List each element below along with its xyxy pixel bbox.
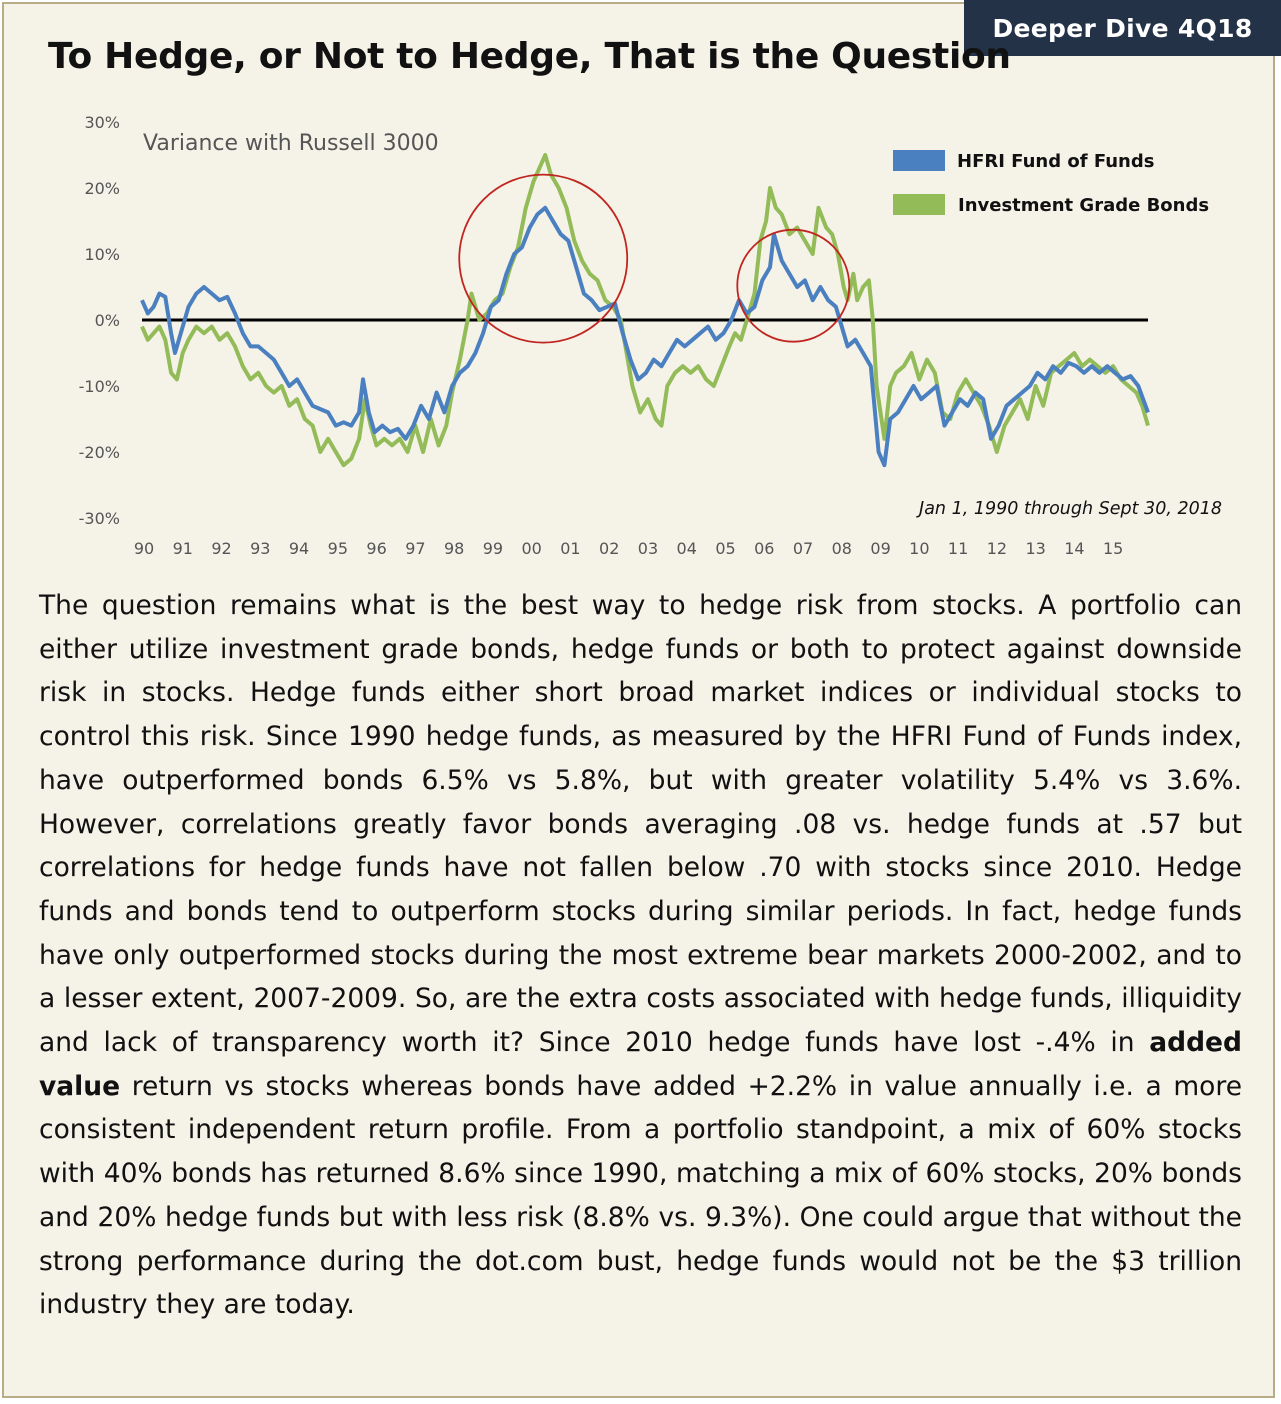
x-tick-label: 15 bbox=[1102, 539, 1124, 558]
body-text-bold: added value bbox=[39, 1027, 1242, 1102]
legend-swatch bbox=[893, 150, 945, 171]
highlight-circle bbox=[459, 175, 627, 343]
x-tick-label: 11 bbox=[947, 539, 969, 558]
y-tick-label: -20% bbox=[78, 443, 120, 462]
y-tick-label: 30% bbox=[84, 113, 120, 132]
x-tick-label: 92 bbox=[211, 539, 232, 558]
x-tick-label: 04 bbox=[676, 539, 697, 558]
x-tick-label: 96 bbox=[366, 539, 387, 558]
x-axis bbox=[134, 539, 1124, 558]
x-tick-label: 01 bbox=[560, 539, 581, 558]
x-tick-label: 07 bbox=[792, 539, 814, 558]
series-line-hfri-fund-of-funds bbox=[142, 208, 1148, 465]
body-text-part-1: The question remains what is the best way to hedge risk from stocks. A portfolio can either utilize investment grade bonds, hedge funds or both to protect against downside risk in stocks. Hedge funds either short broad market indices or individual stocks to control this risk. Since 1990 hedge funds, as measured by the HFRI Fund of Funds index, have outperformed bonds 6.5% vs 5.8%, but with greater volatility 5.4% vs 3.6%. However, correlations greatly favor bonds averaging .08 vs. hedge funds at .57 but correlations for hedge funds have not fallen below .70 with stocks since 2010. Hedge funds and bonds tend to outperform stocks during similar periods. In fact, hedge funds have only outperformed stocks during the most extreme bear markets 2000-2002, and to a lesser extent, 2007-2009. So, are the extra costs associated with hedge funds, illiquidity and lack of transparency worth it? Since 2010 hedge funds have lost -.4% in bbox=[39, 590, 1242, 1059]
legend-swatch bbox=[893, 194, 945, 215]
legend-label: Investment Grade Bonds bbox=[958, 195, 1210, 216]
x-tick-label: 03 bbox=[637, 539, 659, 558]
y-tick-label: 10% bbox=[84, 245, 120, 264]
legend-label: HFRI Fund of Funds bbox=[957, 151, 1155, 172]
body-text-part-2: return vs stocks whereas bonds have added +2.2% in value annually i.e. a more consistent independent return profile. From a portfolio standpoint, a mix of 60% stocks with 40% bonds has returned 8.6% since 1990, matching a mix of 60% stocks, 20% bonds and 20% hedge funds but with less risk (8.8% vs. 9.3%). One could argue that without the strong performance during the dot.com bust, hedge funds would not be the $3 trillion industry they are today. bbox=[39, 1070, 1242, 1321]
y-tick-label: 0% bbox=[94, 311, 120, 330]
x-tick-label: 94 bbox=[288, 539, 310, 558]
y-tick-label: -30% bbox=[78, 509, 120, 528]
date-range-note: Jan 1, 1990 through Sept 30, 2018 bbox=[919, 499, 1222, 519]
x-tick-label: 98 bbox=[443, 539, 465, 558]
x-tick-label: 93 bbox=[250, 539, 271, 558]
issue-tag: Deeper Dive 4Q18 bbox=[964, 0, 1281, 56]
body-paragraph bbox=[39, 584, 1242, 1327]
x-tick-label: 14 bbox=[1064, 539, 1085, 558]
y-axis bbox=[79, 113, 120, 528]
x-tick-label: 97 bbox=[405, 539, 426, 558]
chart-subtitle: Variance with Russell 3000 bbox=[143, 131, 439, 156]
page-title: To Hedge, or Not to Hedge, That is the Question bbox=[48, 36, 1011, 77]
x-tick-label: 13 bbox=[1025, 539, 1046, 558]
x-tick-label: 95 bbox=[327, 539, 349, 558]
x-tick-label: 08 bbox=[831, 539, 852, 558]
x-tick-label: 09 bbox=[870, 539, 891, 558]
x-tick-label: 91 bbox=[172, 539, 193, 558]
x-tick-label: 10 bbox=[909, 539, 930, 558]
x-tick-label: 05 bbox=[715, 539, 736, 558]
x-tick-label: 06 bbox=[754, 539, 775, 558]
variance-chart bbox=[0, 0, 1281, 570]
y-tick-label: 20% bbox=[84, 179, 120, 198]
x-tick-label: 12 bbox=[986, 539, 1008, 558]
chart-legend bbox=[893, 150, 1209, 216]
x-tick-label: 99 bbox=[482, 539, 504, 558]
highlight-circles bbox=[459, 175, 849, 343]
x-tick-label: 90 bbox=[133, 539, 155, 558]
y-tick-label: -10% bbox=[78, 377, 120, 396]
x-tick-label: 00 bbox=[521, 539, 542, 558]
x-tick-label: 02 bbox=[599, 539, 620, 558]
